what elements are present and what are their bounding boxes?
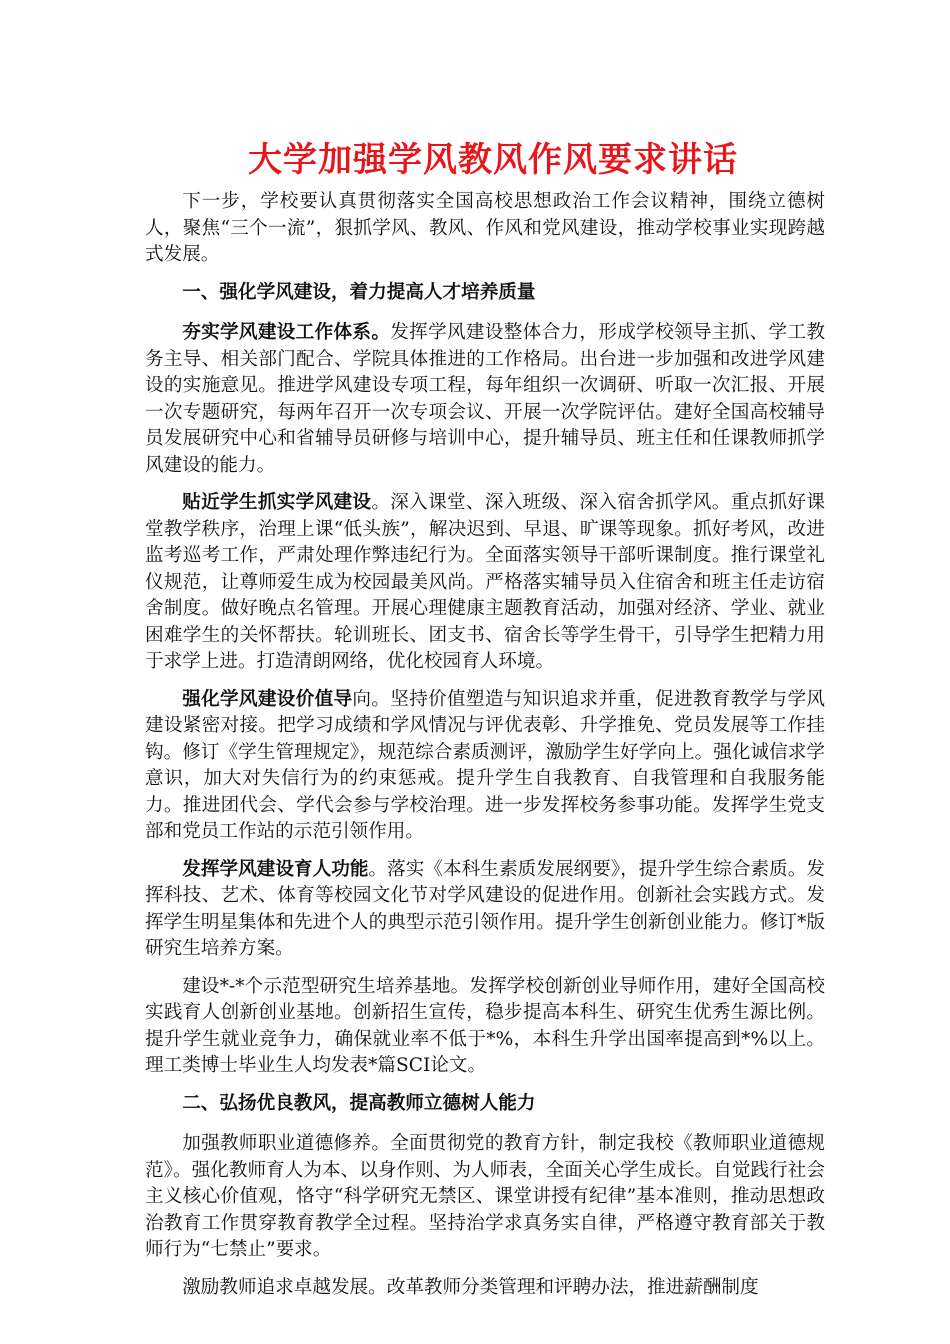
paragraph-graduate-bases: 建设*-*个示范型研究生培养基地。发挥学校创新创业导师作用，建好全国高校实践育人创新创业基地。创新招生宣传，稳步提高本科生、研究生优秀生源比例。提升学生就业竞争力，确保就业率不低于*%，本科生升学出国率提高到*%以上。理工类博士毕业生人均发表*篇SCI论文。 [145, 975, 825, 1076]
intro-paragraph: 下一步，学校要认真贯彻落实全国高校思想政治工作会议精神，围绕立德树人，聚焦“三个一流”，狠抓学风、教风、作风和党风建设，推动学校事业实现跨越式发展。 [145, 191, 825, 265]
paragraph-teacher-development: 激励教师追求卓越发展。改革教师分类管理和评聘办法，推进薪酬制度 [182, 1276, 759, 1298]
paragraph-close-to-students [145, 490, 825, 676]
paragraph-lead: 发挥学风建设育人功能 [182, 858, 369, 880]
paragraph-text: 。落实《本科生素质发展纲要》，提升学生综合素质。发挥科技、艺术、体育等校园文化节对学风建设的促进作用。创新社会实践方式。发挥学生明星集体和先进个人的典型示范引领作用。提升学生创新创业能力。修订*版研究生培养方案。 [145, 858, 825, 959]
paragraph-lead: 贴近学生抓实学风建设 [182, 492, 372, 513]
paragraph-lead: 强化学风建设价值导 [182, 688, 353, 710]
paragraph-lead: 夯实学风建设工作体系。 [182, 322, 391, 343]
paragraph-value-guidance [145, 687, 825, 846]
section-heading-1: 一、强化学风建设，着力提高人才培养质量 [182, 281, 536, 303]
paragraph-text: 向。坚持价值塑造与知识追求并重，促进教育教学与学风建设紧密对接。把学习成绩和学风情况与评优表彰、升学推免、党员发展等工作挂钩。修订《学生管理规定》，规范综合素质测评，激励学生好学向上。强化诚信求学意识，加大对失信行为的约束惩戒。提升学生自我教育、自我管理和自我服务能力。推进团代会、学代会参与学校治理。进一步发挥校务参事功能。发挥学生党支部和党员工作站的示范引领作用。 [145, 688, 825, 842]
section-heading-2: 二、弘扬优良教风，提高教师立德树人能力 [182, 1092, 536, 1114]
paragraph-teacher-ethics: 加强教师职业道德修养。全面贯彻党的教育方针，制定我校《教师职业道德规范》。强化教师育人为本、以身作则、为人师表，全面关心学生成长。自觉践行社会主义核心价值观，恪守“科学研究无禁区、课堂讲授有纪律”基本准则，推动思想政治教育工作贯穿教育教学全过程。坚持治学求真务实自律，严格遵守教育部关于教师行为“七禁止”要求。 [145, 1133, 825, 1260]
paragraph-study-system [145, 320, 825, 479]
paragraph-text: 。深入课堂、深入班级、深入宿舍抓学风。重点抓好课堂教学秩序，治理上课“低头族”，解决迟到、早退、旷课等现象。抓好考风，改进监考巡考工作，严肃处理作弊违纪行为。全面落实领导干部听课制度。推行课堂礼仪规范，让尊师爱生成为校园最美风尚。严格落实辅导员入住宿舍和班主任走访宿舍制度。做好晚点名管理。开展心理健康主题教育活动，加强对经济、学业、就业困难学生的关怀帮扶。轮训班长、团支书、宿舍长等学生骨干，引导学生把精力用于求学上进。打造清朗网络，优化校园育人环境。 [145, 492, 825, 672]
page-title: 大学加强学风教风作风要求讲话 [248, 140, 738, 180]
paragraph-education-function [145, 857, 825, 963]
document-body [145, 189, 825, 1312]
paragraph-text: 发挥学风建设整体合力，形成学校领导主抓、学工教务主导、相关部门配合、学院具体推进的工作格局。出台进一步加强和改进学风建设的实施意见。推进学风建设专项工程，每年组织一次调研、听取一次汇报、开展一次专题研究，每两年召开一次专项会议、开展一次学院评估。建好全国高校辅导员发展研究中心和省辅导员研修与培训中心，提升辅导员、班主任和任课教师抓学风建设的能力。 [145, 322, 825, 476]
